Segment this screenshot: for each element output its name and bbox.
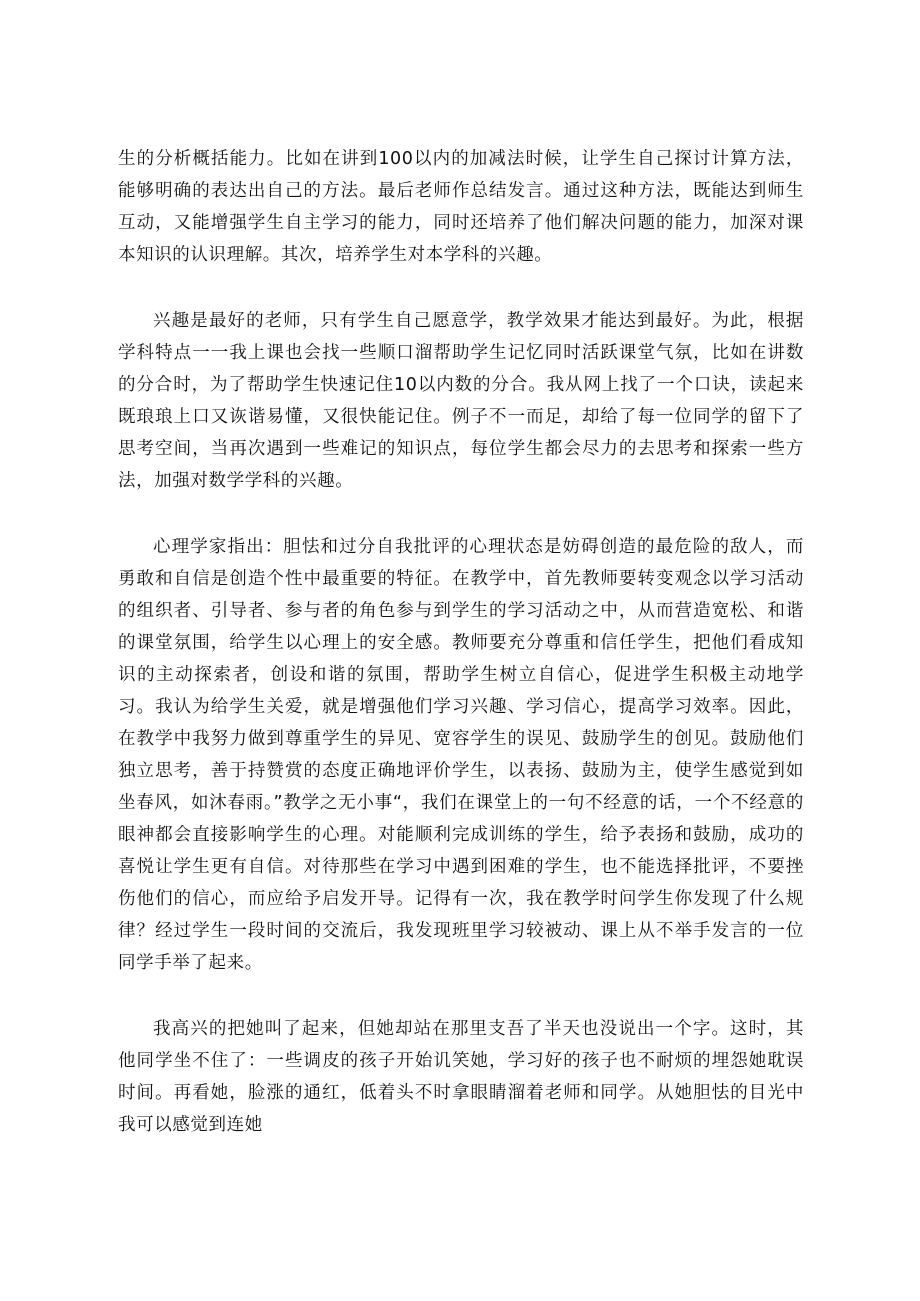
paragraph-anecdote: 我高兴的把她叫了起来，但她却站在那里支吾了半天也没说出一个字。这时，其他同学坐不住了：一些调皮的孩子开始讥笑她，学习好的孩子也不耐烦的埋怨她耽误时间。再看她，脸涨的通红，低着头不时拿眼睛溜着老师和同学。从她胆怯的目光中我可以感觉到连她 [118,1019,804,1135]
paragraph-psychology: 心理学家指出：胆怯和过分自我批评的心理状态是妨碍创造的最危险的敌人，而勇敢和自信是创造个性中最重要的特征。在教学中，首先教师要转变观念以学习活动的组织者、引导者、参与者的角色参与到学生的学习活动之中，从而营造宽松、和谐的课堂氛围，给学生以心理上的安全感。教师要充分尊重和信任学生，把他们看成知识的主动探索者，创设和谐的氛围，帮助学生树立自信心，促进学生积极主动地学习。我认为给学生关爱，就是增强他们学习兴趣、学习信心，提高学习效率。因此，在教学中我努力做到尊重学生的异见、宽容学生的误见、鼓励学生的创见。鼓励他们独立思考，善于持赞赏的态度正确地评价学生，以表扬、鼓励为主，使学生感觉到如坐春风，如沐春雨。”教学之无小事“，我们在课堂上的一句不经意的话，一个不经意的眼神都会直接影响学生的心理。对能顺利完成训练的学生，给予表扬和鼓励，成功的喜悦让学生更有自信。对待那些在学习中遇到困难的学生，也不能选择批评，不要挫伤他们的信心，而应给予启发开导。记得有一次，我在教学时问学生你发现了什么规律？经过学生一段时间的交流后，我发现班里学习较被动、课上从不举手发言的一位同学手举了起来。 [118,537,804,973]
document-body [118,143,804,1175]
paragraph-interest: 兴趣是最好的老师，只有学生自己愿意学，教学效果才能达到最好。为此，根据学科特点一一我上课也会找一些顺口溜帮助学生记忆同时活跃课堂气氛，比如在讲数的分合时，为了帮助学生快速记住10以内数的分合。我从网上找了一个口诀，读起来既琅琅上口又诙谐易懂，又很快能记住。例子不一而足，却给了每一位同学的留下了思考空间，当再次遇到一些难记的知识点，每位学生都会尽力的去思考和探索一些方法，加强对数学学科的兴趣。 [118,311,804,491]
paragraph-continuation: 生的分析概括能力。比如在讲到100以内的加减法时候，让学生自己探讨计算方法，能够明确的表达出自己的方法。最后老师作总结发言。通过这种方法，既能达到师生互动，又能增强学生自主学习的能力，同时还培养了他们解决问题的能力，加深对课本知识的认识理解。其次，培养学生对本学科的兴趣。 [118,149,804,265]
